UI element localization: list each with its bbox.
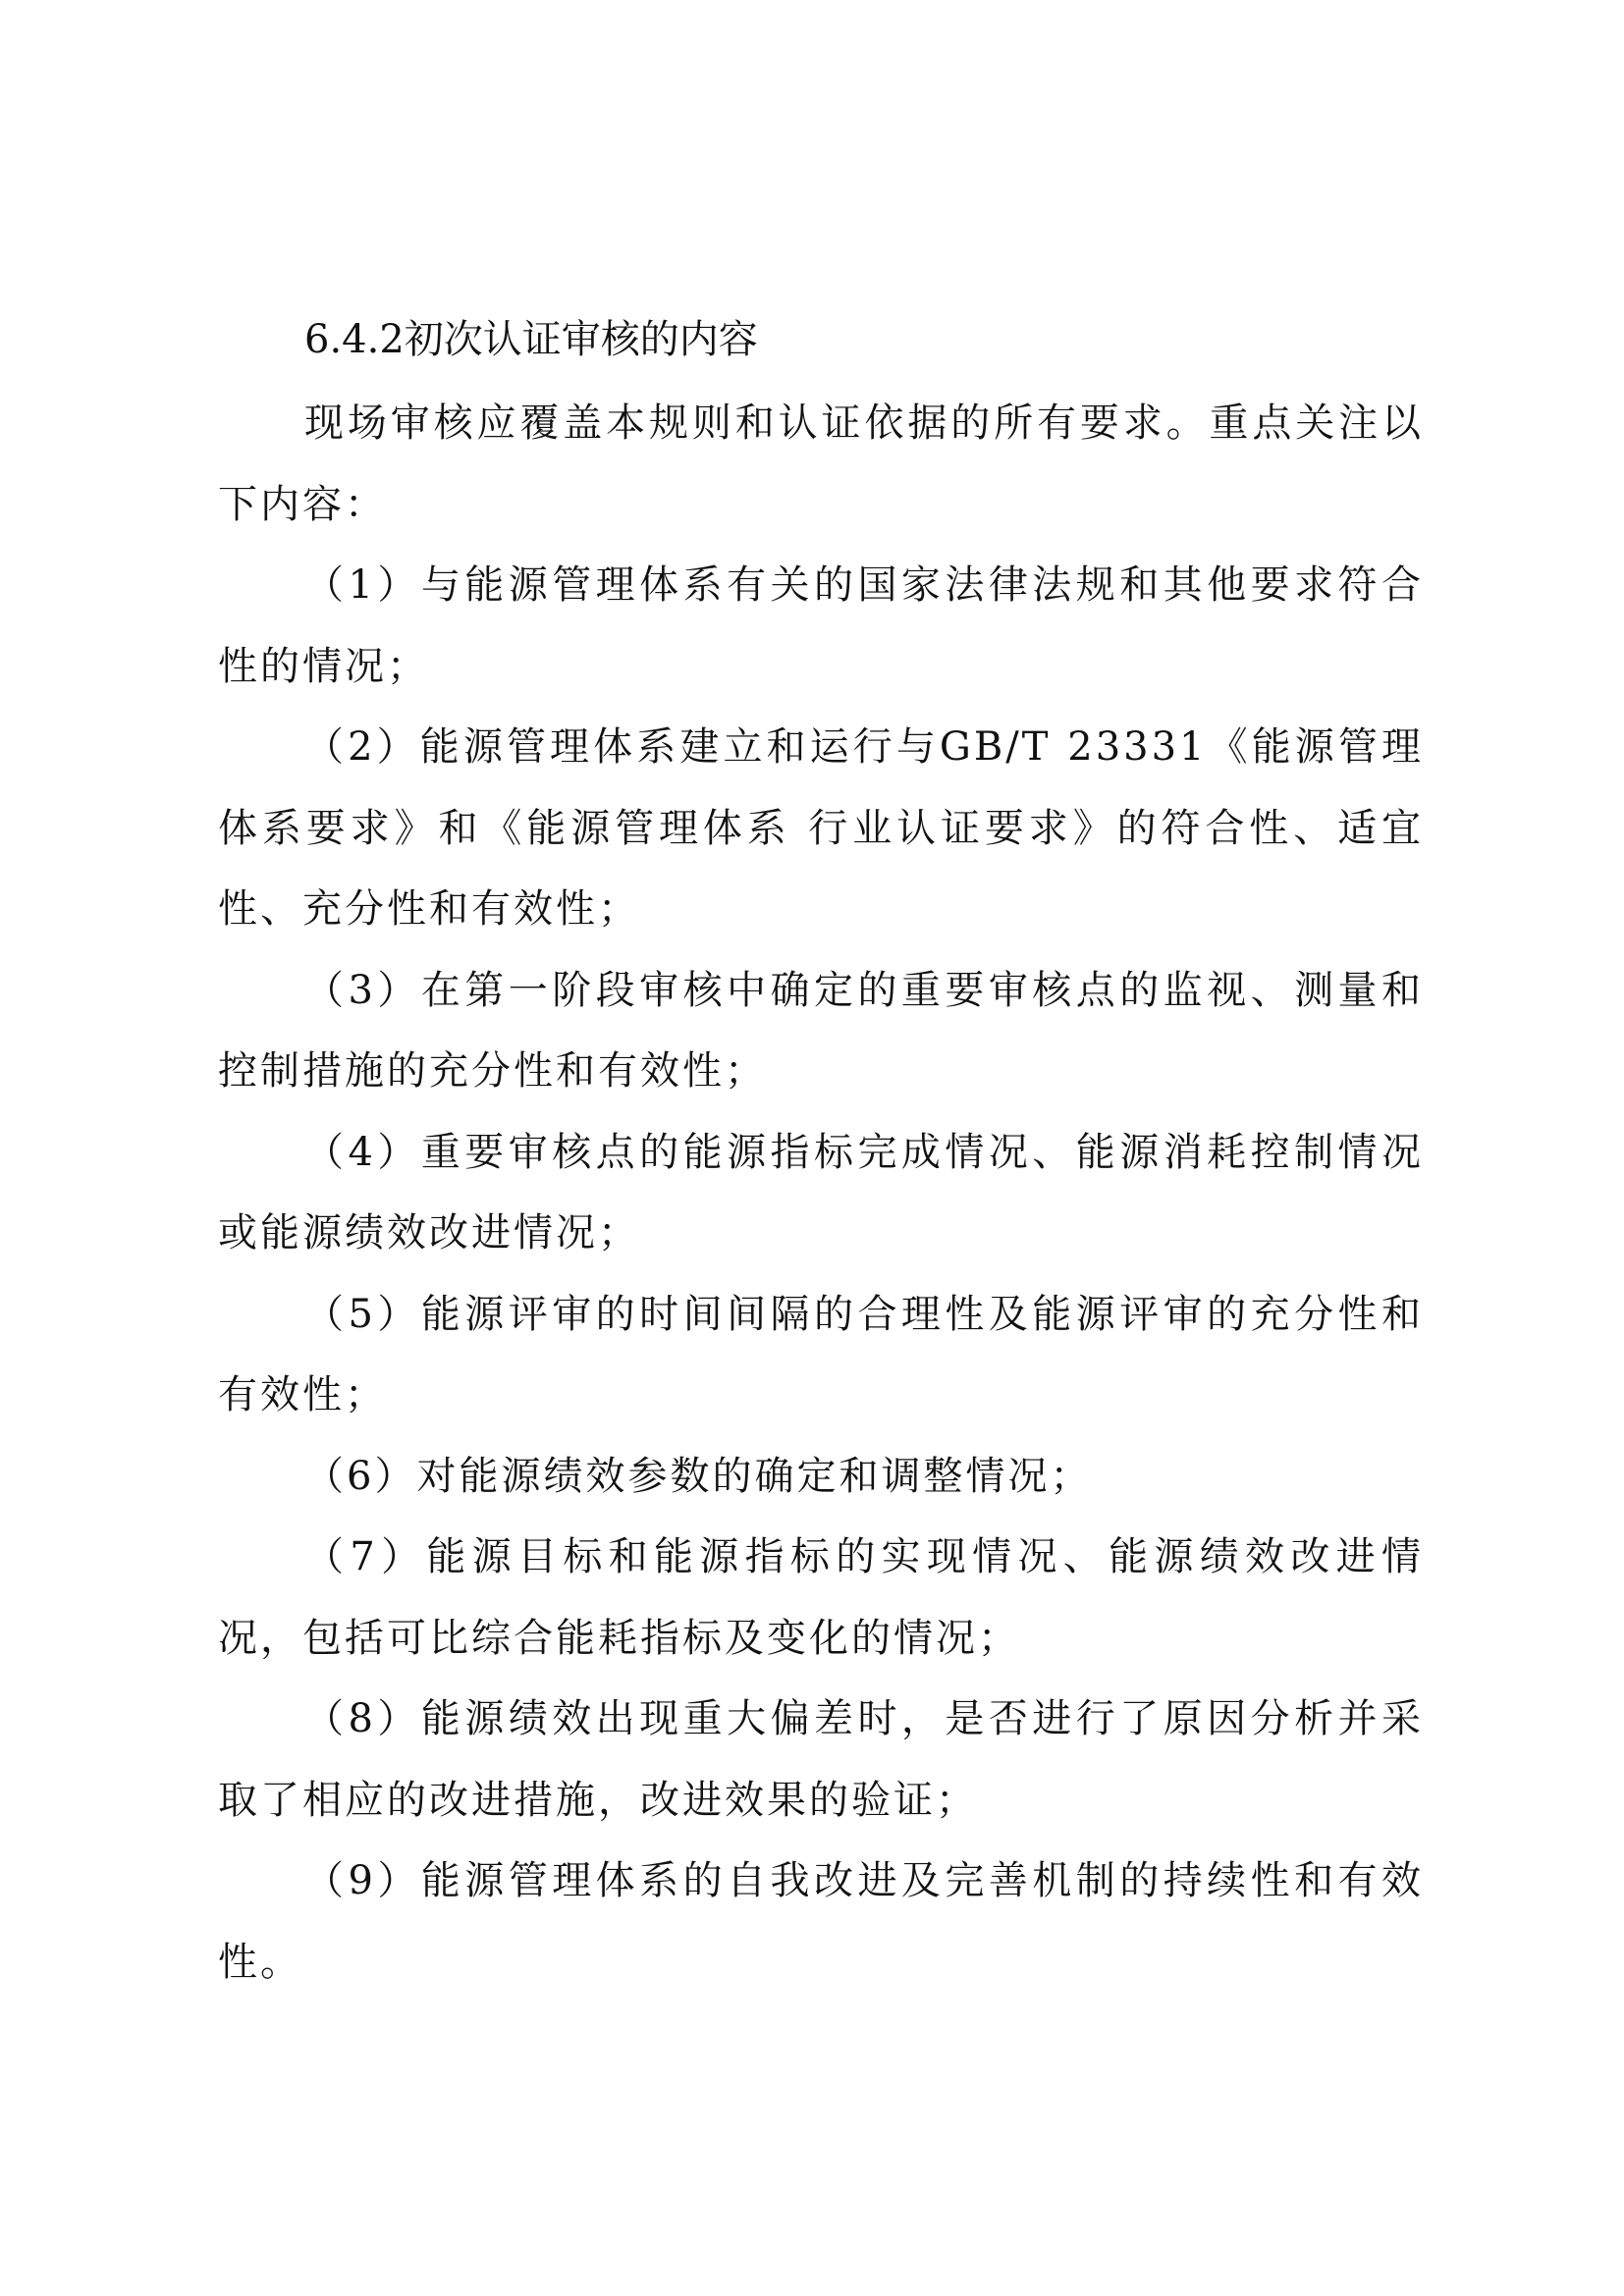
list-item-1: （1）与能源管理体系有关的国家法律法规和其他要求符合性的情况； (218, 562, 1424, 689)
document-body (218, 383, 1424, 2002)
intro-paragraph: 现场审核应覆盖本规则和认证依据的所有要求。重点关注以下内容： (218, 400, 1424, 527)
list-item-3: （3）在第一阶段审核中确定的重要审核点的监视、测量和控制措施的充分性和有效性； (218, 967, 1424, 1094)
list-item-6: （6）对能源绩效参数的确定和调整情况； (304, 1453, 1093, 1499)
list-item-8: （8）能源绩效出现重大偏差时，是否进行了原因分析并采取了相应的改进措施，改进效果的验证； (218, 1696, 1424, 1823)
section-heading: 6.4.2初次认证审核的内容 (304, 317, 758, 362)
list-item-7: （7）能源目标和能源指标的实现情况、能源绩效改进情况，包括可比综合能耗指标及变化的情况； (218, 1534, 1424, 1661)
list-item-9: （9）能源管理体系的自我改进及完善机制的持续性和有效性。 (218, 1858, 1424, 1985)
list-item-5: （5）能源评审的时间间隔的合理性及能源评审的充分性和有效性； (218, 1291, 1424, 1417)
list-item-2: （2）能源管理体系建立和运行与GB/T 23331《能源管理体系要求》和《能源管理体系 行业认证要求》的符合性、适宜性、充分性和有效性； (218, 724, 1424, 932)
list-item-4: （4）重要审核点的能源指标完成情况、能源消耗控制情况或能源绩效改进情况； (218, 1129, 1424, 1255)
